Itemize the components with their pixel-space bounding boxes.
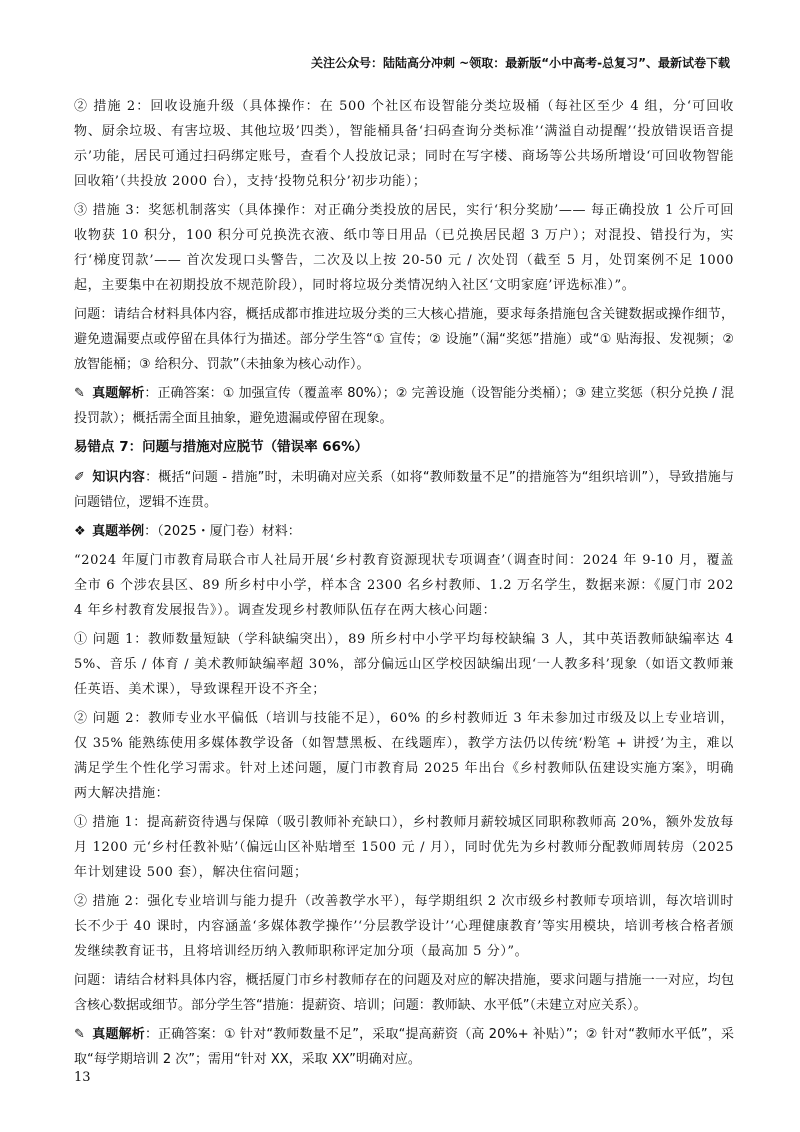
material-intro-paragraph: “2024 年厦门市教育局联合市人社局开展‘乡村教育资源现状专项调查’（调查时间：2024 年 9-10 月，覆盖全市 6 个涉农县区、89 所乡村中小学，样本含 2300 名乡村教师、1.2 万名学生，数据来源：《厦门市 2024 年乡村教育发展报告》）。调查发现乡村教师队伍存在两大核心问题： xyxy=(74,553,734,618)
knowledge-text: ：概括“问题 - 措施”时，未明确对应关系（如将“教师数量不足”的措施答为“组织培训”），导致措施与问题错位，逻辑不连贯。 xyxy=(74,470,734,510)
solution-2-paragraph: ② 措施 2：强化专业培训与能力提升（改善教学水平），每学期组织 2 次市级乡村教师专项培训，每次培训时长不少于 40 课时，内容涵盖‘多媒体教学操作’‘分层教学设计’‘心理健康教育’等实用模块，培训考核合格者颁发继续教育证书，且将培训经历纳入教师职称评定加分项（最高加 5 分）”。 xyxy=(74,894,734,959)
question-1-paragraph: 问题：请结合材料具体内容，概括成都市推进垃圾分类的三大核心措施，要求每条措施包含关键数据或操作细节，避免遗漏要点或停留在具体行为描述。部分学生答“① 宣传；② 设施”（漏“奖惩”措施）或“① 贴海报、发视频；② 放智能桶；③ 给积分、罚款”（未抽象为核心动作）。 xyxy=(74,307,734,372)
measure-2-paragraph: ② 措施 2：回收设施升级（具体操作：在 500 个社区布设智能分类垃圾桶（每社区至少 4 组，分‘可回收物、厨余垃圾、有害垃圾、其他垃圾’四类），智能桶具备‘扫码查询分类标准’‘满溢自动提醒’‘投放错误语音提示’功能，居民可通过扫码绑定账号，查看个人投放记录；同时在写字楼、商场等公共场所增设‘可回收物智能回收箱’（共投放 2000 台），支持‘投物兑积分’初步功能）； xyxy=(74,99,734,189)
analysis-2-paragraph xyxy=(74,1022,734,1072)
problem-1-paragraph: ① 问题 1：教师数量短缺（学科缺编突出），89 所乡村中小学平均每校缺编 3 人，其中英语教师缺编率达 45%、音乐 / 体育 / 美术教师缺编率超 30%，部分偏远山区学校因缺编出现‘一人教多科’现象（如语文教师兼任英语、美术课），导致课程开设不齐全； xyxy=(74,632,734,697)
page-number: 13 xyxy=(74,1070,91,1085)
analysis-1-text: ：正确答案：① 加强宣传（覆盖率 80%）；② 完善设施（设智能分类桶）；③ 建立奖惩（积分兑换 / 混投罚款）；概括需全面且抽象，避免遗漏或停留在现象。 xyxy=(74,386,734,426)
diamond-bullet-icon: ❖ xyxy=(74,524,86,539)
pencil-icon: ✎ xyxy=(74,1027,85,1042)
knowledge-label: 知识内容 xyxy=(92,470,146,485)
pen-icon: ✐ xyxy=(74,470,85,485)
example-text: ：（2025・厦门卷）材料： xyxy=(144,524,301,539)
analysis-1-paragraph xyxy=(74,381,734,431)
analysis-1-label: 真题解析 xyxy=(92,386,145,401)
solution-1-paragraph: ① 措施 1：提高薪资待遇与保障（吸引教师补充缺口），乡村教师月薪较城区同职称教师高 20%，额外发放每月 1200 元‘乡村任教补贴’（偏远山区补贴增至 1500 元 / 月），同时优先为乡村教师分配教师周转房（2025 年计划建设 500 套），解决住宿问题； xyxy=(74,815,734,880)
problem-2-paragraph: ② 问题 2：教师专业水平偏低（培训与技能不足），60% 的乡村教师近 3 年未参加过市级及以上专业培训，仅 35% 能熟练使用多媒体教学设备（如智慧黑板、在线题库），教学方法仍以传统‘粉笔 + 讲授’为主，难以满足学生个性化学习需求。针对上述问题，厦门市教育局 2025 年出台《乡村教师队伍建设实施方案》，明确两大解决措施： xyxy=(74,711,734,801)
knowledge-paragraph xyxy=(74,465,734,515)
document-body xyxy=(74,94,734,1076)
page-header: 关注公众号：陆陆高分冲刺 ~领取：最新版“小中高考-总复习”、最新试卷下载 xyxy=(311,56,730,70)
example-label: 真题举例 xyxy=(92,524,145,539)
pencil-icon: ✎ xyxy=(74,386,85,401)
analysis-2-label: 真题解析 xyxy=(92,1027,145,1042)
measure-3-paragraph: ③ 措施 3：奖惩机制落实（具体操作：对正确分类投放的居民，实行‘积分奖励’—— 每正确投放 1 公斤可回收物获 10 积分，100 积分可兑换洗衣液、纸巾等日用品（已兑换居民超 3 万户）；对混投、错投行为，实行‘梯度罚款’—— 首次发现口头警告，二次及以上按 20-50 元 / 次处罚（截至 5 月，处罚案例不足 1000 起，主要集中在初期投放不规范阶段），同时将垃圾分类情况纳入社区‘文明家庭’评选标准）”。 xyxy=(74,203,734,293)
analysis-2-text: ：正确答案：① 针对“教师数量不足”，采取“提高薪资（高 20%+ 补贴）”；② 针对“教师水平低”，采取“每学期培训 2 次”；需用“针对 XX，采取 XX”明确对应。 xyxy=(74,1027,734,1067)
example-paragraph xyxy=(74,519,734,544)
question-2-paragraph: 问题：请结合材料具体内容，概括厦门市乡村教师存在的问题及对应的解决措施，要求问题与措施一一对应，均包含核心数据或细节。部分学生答“措施：提薪资、培训；问题：教师缺、水平低”（未建立对应关系）。 xyxy=(74,973,734,1013)
section-heading-7: 易错点 7：问题与措施对应脱节（错误率 66%） xyxy=(74,439,369,455)
